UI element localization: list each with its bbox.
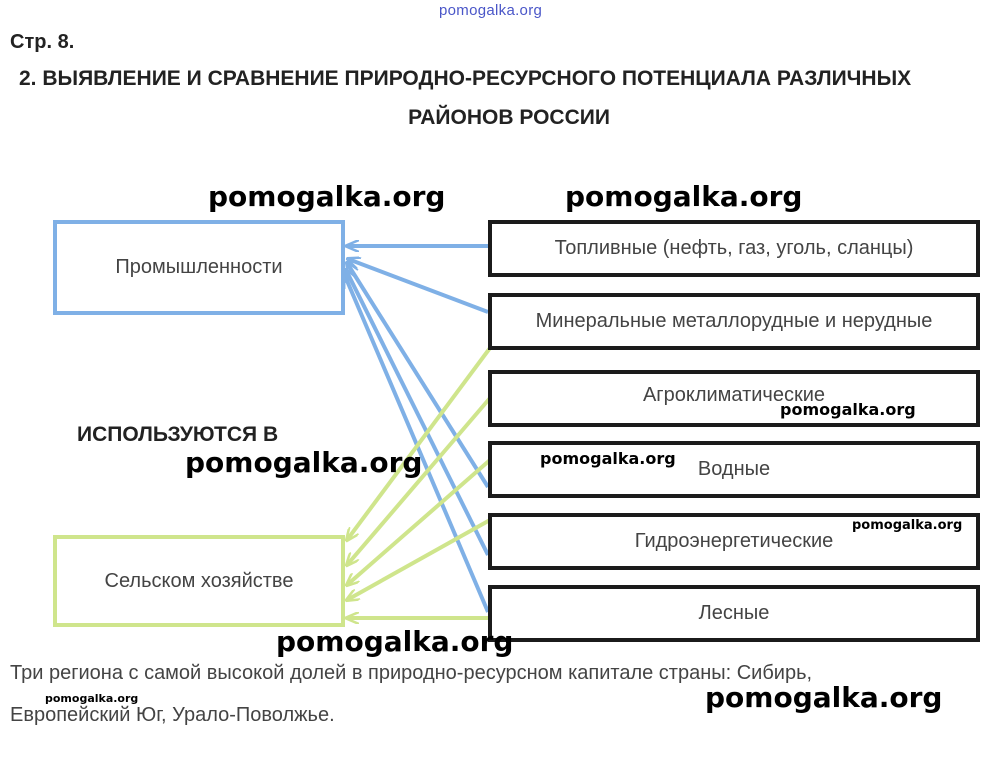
watermark-3: pomogalka.org: [780, 400, 916, 419]
title-line-1: 2. ВЫЯВЛЕНИЕ И СРАВНЕНИЕ ПРИРОДНО-РЕСУРСНОГО ПОТЕНЦИАЛА РАЗЛИЧНЫХ: [19, 67, 912, 90]
watermark-6: pomogalka.org: [852, 518, 963, 533]
arrow-hydro-to-agriculture: [347, 520, 490, 600]
resource-water-label: Водные: [697, 458, 771, 480]
resource-mineral-label: Минеральные металлорудные и нерудные: [535, 310, 933, 332]
title-line-2: РАЙОНОВ РОССИИ: [408, 106, 610, 129]
target-agriculture-label: Сельском хозяйстве: [104, 569, 294, 592]
footer-text-line-1: Три региона с самой высокой долей в природно-ресурсном капитале страны: Сибирь,: [10, 662, 813, 684]
target-industry-label: Промышленности: [115, 256, 283, 278]
arrow-agroclimatic-to-agriculture: [347, 398, 490, 565]
watermark-8: pomogalka.org: [45, 692, 139, 705]
watermark-2: pomogalka.org: [565, 180, 803, 213]
footer-text-line-2: Европейский Юг, Урало-Поволжье.: [10, 704, 335, 726]
watermark-1: pomogalka.org: [208, 180, 446, 213]
watermark-7: pomogalka.org: [276, 625, 514, 658]
resource-fuel-label: Топливные (нефть, газ, уголь, сланцы): [554, 237, 914, 259]
page-number: Стр. 8.: [10, 31, 75, 53]
resource-fuel-box: [488, 220, 980, 277]
resource-agroclimatic-label: Агроклиматические: [642, 384, 826, 406]
watermark-top: pomogalka.org: [439, 2, 543, 19]
resource-forest-label: Лесные: [698, 602, 770, 624]
target-industry-box: [53, 220, 345, 315]
resource-mineral-box: [488, 293, 980, 350]
watermark-4: pomogalka.org: [185, 446, 423, 479]
arrow-mineral-to-industry: [348, 259, 488, 312]
watermark-9: pomogalka.org: [705, 681, 943, 714]
resource-hydro-label: Гидроэнергетические: [634, 530, 834, 552]
resource-forest-box: [488, 585, 980, 642]
target-agriculture-box: [53, 535, 345, 627]
watermark-5: pomogalka.org: [540, 449, 676, 468]
used-in-label: ИСПОЛЬЗУЮТСЯ В: [77, 423, 279, 446]
